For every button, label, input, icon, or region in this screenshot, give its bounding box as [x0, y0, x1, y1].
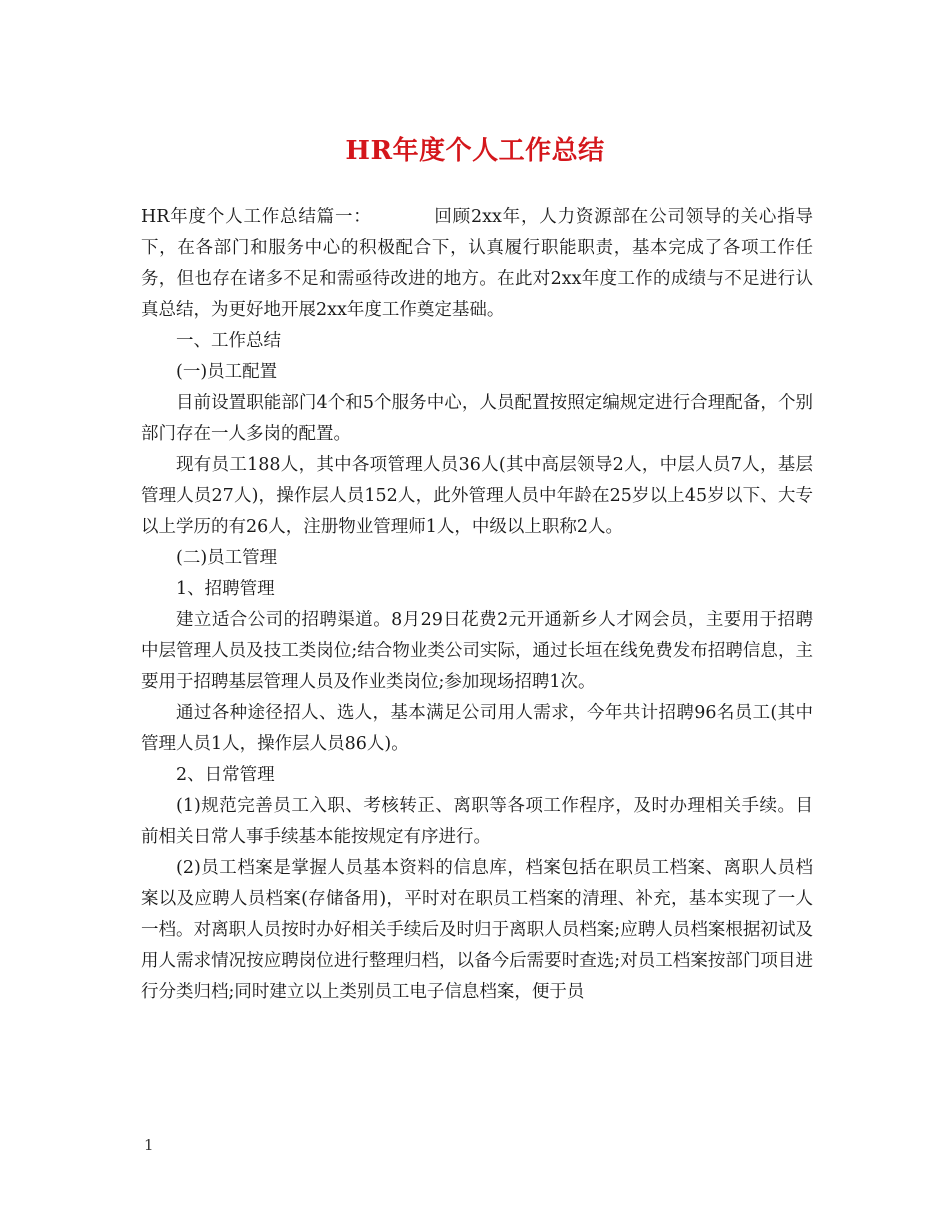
lead-text: 回顾2xx年，人力资源部在公司领导的关心指导下，在各部门和服务中心的积极配合下，认真履行职能职责，基本完成了各项工作任务，但也存在诸多不足和需亟待改进的地方。在此对2xx年度工作的成绩与不足进行认真总结，为更好地开展2xx年度工作奠定基础。	[141, 207, 814, 320]
page-number: 1	[144, 1136, 154, 1154]
subsection-heading: (一)员工配置	[176, 362, 278, 382]
body-paragraph: 通过各种途径招人、选人，基本满足公司用人需求，今年共计招聘96名员工(其中管理人员1人，操作层人员86人)。	[141, 703, 813, 754]
lead-paragraph	[141, 202, 813, 326]
document-body	[141, 202, 813, 1008]
body-paragraph: (2)员工档案是掌握人员基本资料的信息库，档案包括在职员工档案、离职人员档案以及应聘人员档案(存储备用)，平时对在职员工档案的清理、补充，基本实现了一人一档。对离职人员按时办好相关手续后及时归于离职人员档案;应聘人员档案根据初试及用人需求情况按应聘岗位进行整理归档，以备今后需要时查选;对员工档案按部门项目进行分类归档;同时建立以上类别员工电子信息档案，便于员	[141, 858, 813, 1002]
lead-label: HR年度个人工作总结篇一：	[141, 207, 372, 227]
body-paragraph: 现有员工188人，其中各项管理人员36人(其中高层领导2人，中层人员7人，基层管理人员27人)，操作层人员152人，此外管理人员中年龄在25岁以上45岁以下、大专以上学历的有26人，注册物业管理师1人，中级以上职称2人。	[141, 455, 813, 537]
section-heading: 一、工作总结	[176, 331, 281, 351]
subsection-heading: (二)员工管理	[176, 548, 278, 568]
body-paragraph: 建立适合公司的招聘渠道。8月29日花费2元开通新乡人才网会员，主要用于招聘中层管理人员及技工类岗位;结合物业类公司实际，通过长垣在线免费发布招聘信息，主要用于招聘基层管理人员及作业类岗位;参加现场招聘1次。	[141, 610, 813, 692]
body-paragraph: 目前设置职能部门4个和5个服务中心，人员配置按照定编规定进行合理配备，个别部门存在一人多岗的配置。	[141, 393, 813, 444]
document-title: HR年度个人工作总结	[345, 136, 605, 166]
item-heading: 1、招聘管理	[176, 579, 275, 599]
item-heading: 2、日常管理	[176, 765, 275, 785]
body-paragraph: (1)规范完善员工入职、考核转正、离职等各项工作程序，及时办理相关手续。目前相关日常人事手续基本能按规定有序进行。	[141, 796, 813, 847]
